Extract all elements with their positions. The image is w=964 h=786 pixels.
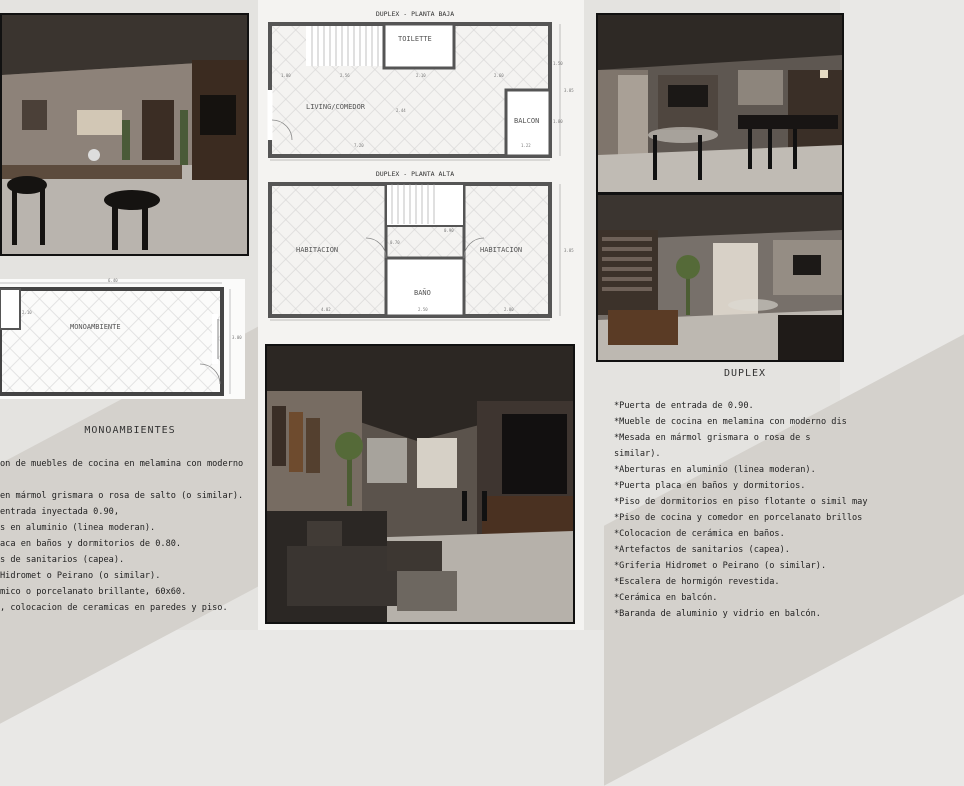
dim-label: 3.85 [564,248,574,253]
list-item: entrada inyectada 0.90, [0,507,119,517]
room-label-bano: BAÑO [414,289,431,297]
monoambiente-render-photo [0,13,249,256]
list-item: *Aberturas en aluminio (linea moderan). [614,465,816,475]
duplex-lounge-render-photo [265,344,575,624]
dim-label: 7.20 [354,143,364,148]
list-item [0,472,243,488]
list-item: mico o porcelanato brillante, 60x60. [0,587,187,597]
list-item: s de sanitarios (capea). [0,555,125,565]
monoambiente-section-title: MONOAMBIENTES [84,425,176,436]
list-item: *Puerta de entrada de 0.90. [614,401,754,411]
room-label-habitacion: HABITACION [480,246,523,254]
dim-label: 1.50 [553,61,563,66]
list-item: *Colocacion de cerámica en baños. [614,529,785,539]
list-item: similar). [614,449,661,459]
dim-label: 1.22 [521,143,531,148]
dim-label: 2.10 [22,310,32,315]
dim-label: 2.60 [494,73,504,78]
list-item: *Piso de dormitorios en piso flotante o simil may [614,497,868,507]
list-item: *Puerta placa en baños y dormitorios. [614,481,806,491]
room-label-habitacion: HABITACION [296,246,339,254]
dim-label: 1.00 [281,73,291,78]
duplex-planta-alta-plan [266,180,576,322]
list-item: s en aluminio (linea moderan). [0,523,156,533]
dim-label: 1.80 [553,119,563,124]
monoambiente-room-label: MONOAMBIENTE [70,323,121,331]
list-item: *Mueble de cocina en melamina con moderno dis [614,417,847,427]
list-item: *Escalera de hormigón revestida. [614,577,780,587]
list-item: on de muebles de cocina en melamina con moderno [0,459,244,469]
list-item: *Cerámica en balcón. [614,593,718,603]
duplex-kitchen-render-photo [596,13,844,194]
plan-baja-title: DUPLEX - PLANTA BAJA [375,10,455,18]
dim-label: 0.70 [390,240,400,245]
list-item: *Artefactos de sanitarios (capea). [614,545,790,555]
dim-label: 4.02 [321,307,331,312]
dim-label: 2.10 [416,73,426,78]
monoambiente-floor-plan [0,279,245,399]
list-item: en mármol grismara o rosa de salto (o similar). [0,491,244,501]
plan-alta-title: DUPLEX - PLANTA ALTA [375,170,455,178]
list-item: *Piso de cocina y comedor en porcelanato brillos [614,513,863,523]
dim-label: 3.00 [232,335,242,340]
monoambiente-feature-list [0,456,243,616]
list-item: *Griferia Hidromet o Peirano (o similar). [614,561,827,571]
room-label-toilette: TOILETTE [398,35,432,43]
dim-label: 2.50 [418,307,428,312]
list-item: Hidromet o Peirano (o similar). [0,571,161,581]
duplex-planta-baja-plan [266,20,576,162]
dim-label: 2.44 [396,108,406,113]
list-item: , colocacion de ceramicas en paredes y piso. [0,603,228,613]
dim-label: 6.40 [108,278,118,283]
list-item: *Baranda de aluminio y vidrio en balcón. [614,609,821,619]
dim-label: 0.90 [444,228,454,233]
dim-label: 3.85 [564,88,574,93]
list-item: aca en baños y dormitorios de 0.80. [0,539,182,549]
dim-label: 2.56 [340,73,350,78]
dim-label: 2.80 [504,307,514,312]
list-item: *Mesada en mármol grismara o rosa de s [614,433,811,443]
room-label-balcon: BALCON [514,117,540,125]
duplex-feature-list [614,398,868,622]
room-label-living: LIVING/COMEDOR [306,103,366,111]
duplex-section-title: DUPLEX [723,368,767,379]
duplex-living-render-photo [596,193,844,362]
